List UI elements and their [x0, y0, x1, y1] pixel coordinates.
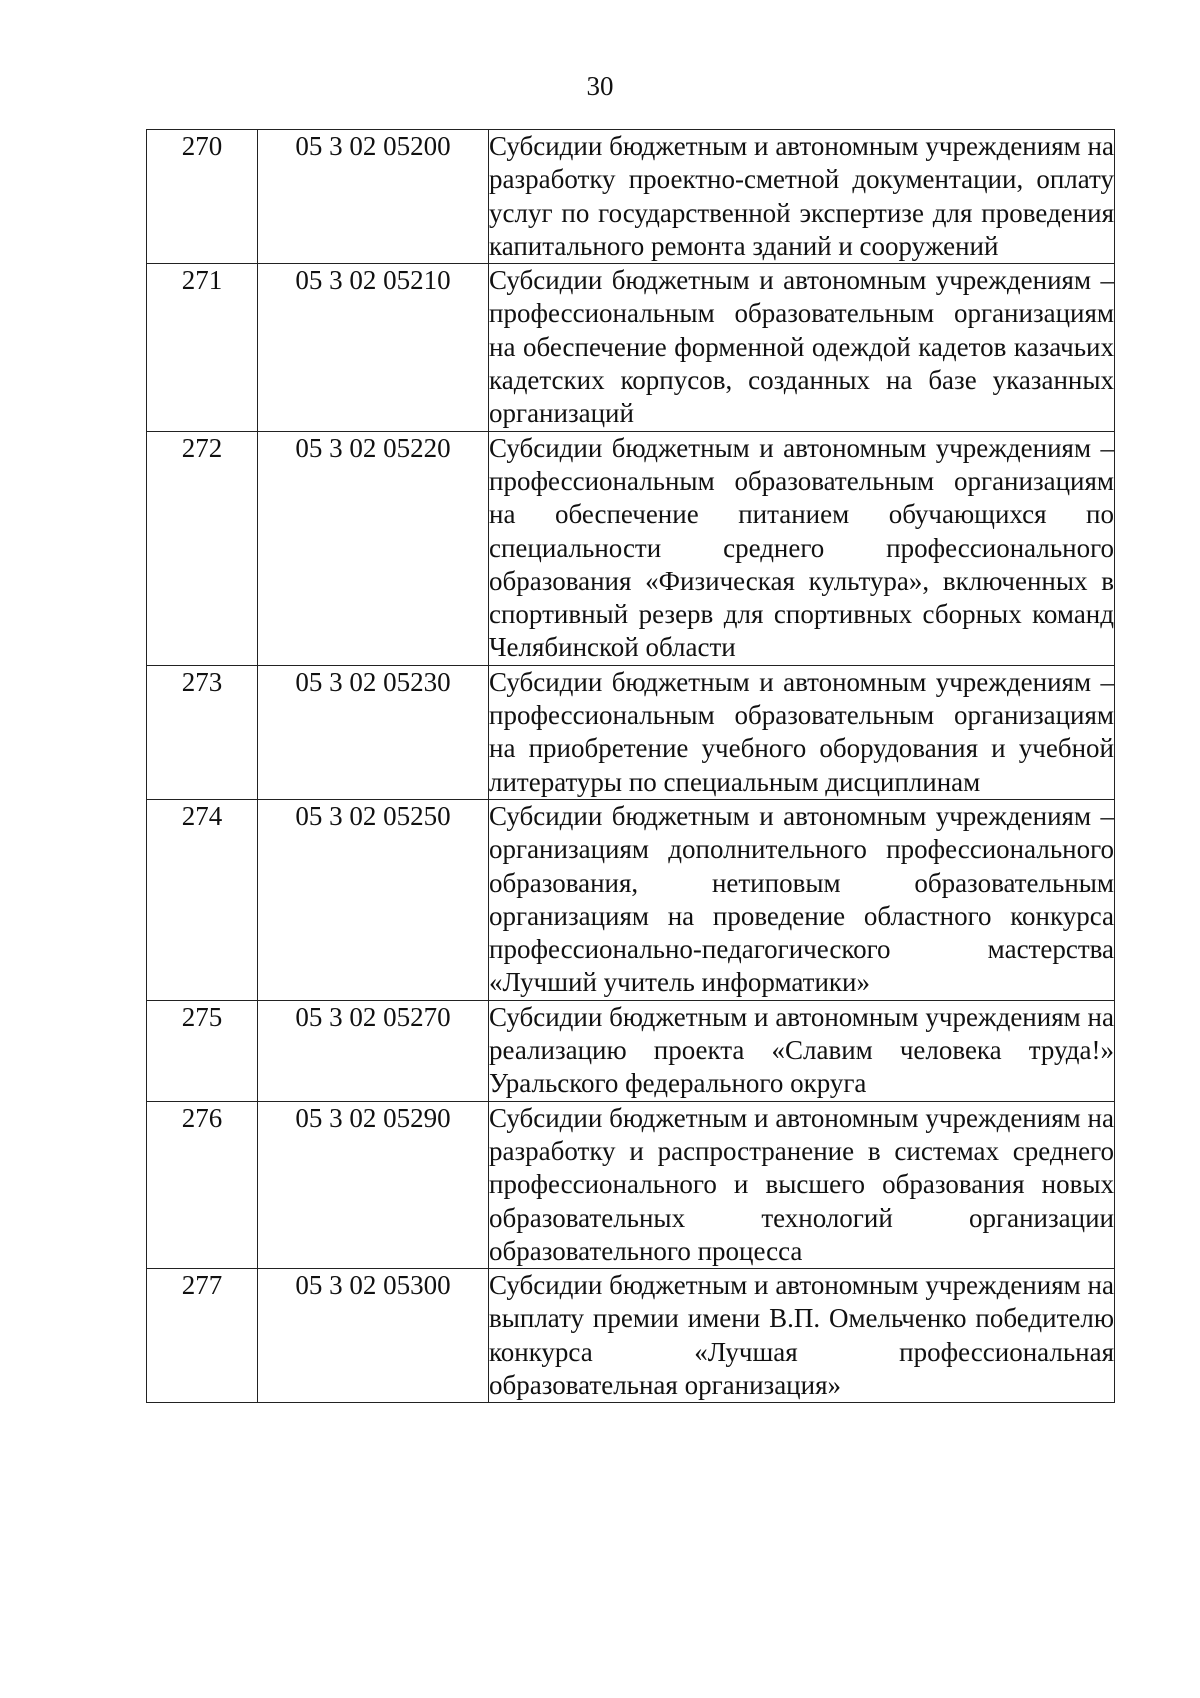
row-number-cell: [147, 1269, 258, 1403]
target-code: 05 3 02 05220: [295, 432, 451, 463]
target-code: 05 3 02 05210: [295, 265, 451, 296]
table-row: [147, 1269, 1115, 1403]
row-number-cell: [147, 264, 258, 431]
description-cell: Субсидии бюджетным и автономным учреждениям на выплату премии имени В.П. Омельченко победителю конкурса «Лучшая профессиональная образовательная организация»: [489, 1269, 1115, 1403]
description-cell: Субсидии бюджетным и автономным учреждениям – профессиональным образовательным организациям на приобретение учебного оборудования и учебной литературы по специальным дисциплинам: [489, 665, 1115, 799]
description-cell: Субсидии бюджетным и автономным учреждениям на реализацию проекта «Славим человека труда!» Уральского федерального округа: [489, 1000, 1115, 1101]
target-code-cell: [258, 264, 489, 431]
target-code: 05 3 02 05250: [295, 800, 451, 831]
target-code-cell: [258, 130, 489, 264]
table-row: [147, 799, 1115, 1000]
row-number: 270: [181, 131, 223, 161]
row-number-cell: [147, 1000, 258, 1101]
target-code-cell: [258, 1269, 489, 1403]
row-number-cell: [147, 799, 258, 1000]
row-number: 277: [181, 1270, 223, 1301]
table-row: [147, 665, 1115, 799]
target-code: 05 3 02 05230: [295, 666, 451, 697]
description-cell: Субсидии бюджетным и автономным учреждениям – организациям дополнительного профессионального образования, нетиповым образовательным организациям на проведение областного конкурса профессионально-педагогического мастерства «Лучший учитель информатики»: [489, 799, 1115, 1000]
row-number-cell: [147, 130, 258, 264]
row-number-cell: [147, 431, 258, 665]
description-cell: Субсидии бюджетным и автономным учреждениям на разработку и распространение в системах среднего профессионального и высшего образования новых образовательных технологий организации образовательного процесса: [489, 1101, 1115, 1268]
row-number: 275: [181, 1001, 223, 1032]
row-number: 273: [181, 666, 223, 697]
budget-classification-table: [146, 129, 1115, 1403]
table-row: [147, 1000, 1115, 1101]
target-code-cell: [258, 665, 489, 799]
row-number-cell: [147, 1101, 258, 1268]
row-number-cell: [147, 665, 258, 799]
target-code-cell: [258, 1101, 489, 1268]
description-cell: Субсидии бюджетным и автономным учреждениям – профессиональным образовательным организациям на обеспечение питанием обучающихся по специальности среднего профессионального образования «Физическая культура», включенных в спортивный резерв для спортивных сборных команд Челябинской области: [489, 431, 1115, 665]
target-code-cell: [258, 431, 489, 665]
row-number: 272: [181, 432, 223, 463]
table-row: [147, 1101, 1115, 1268]
row-number: 274: [181, 800, 223, 831]
page-number: 30: [586, 71, 614, 101]
target-code: 05 3 02 05290: [295, 1102, 451, 1133]
target-code: 05 3 02 05270: [295, 1001, 451, 1032]
table-row: [147, 130, 1115, 264]
target-code-cell: [258, 799, 489, 1000]
description-cell: Субсидии бюджетным и автономным учреждениям на разработку проектно-сметной документации, оплату услуг по государственной экспертизе для проведения капитального ремонта зданий и сооружений: [489, 130, 1115, 264]
target-code-cell: [258, 1000, 489, 1101]
description-cell: Субсидии бюджетным и автономным учреждениям – профессиональным образовательным организациям на обеспечение форменной одеждой кадетов казачьих кадетских корпусов, созданных на базе указанных организаций: [489, 264, 1115, 431]
target-code: 05 3 02 05300: [295, 1270, 451, 1301]
row-number: 276: [181, 1102, 223, 1133]
target-code: 05 3 02 05200: [295, 131, 451, 161]
row-number: 271: [181, 265, 223, 296]
table-row: [147, 264, 1115, 431]
table-row: [147, 431, 1115, 665]
